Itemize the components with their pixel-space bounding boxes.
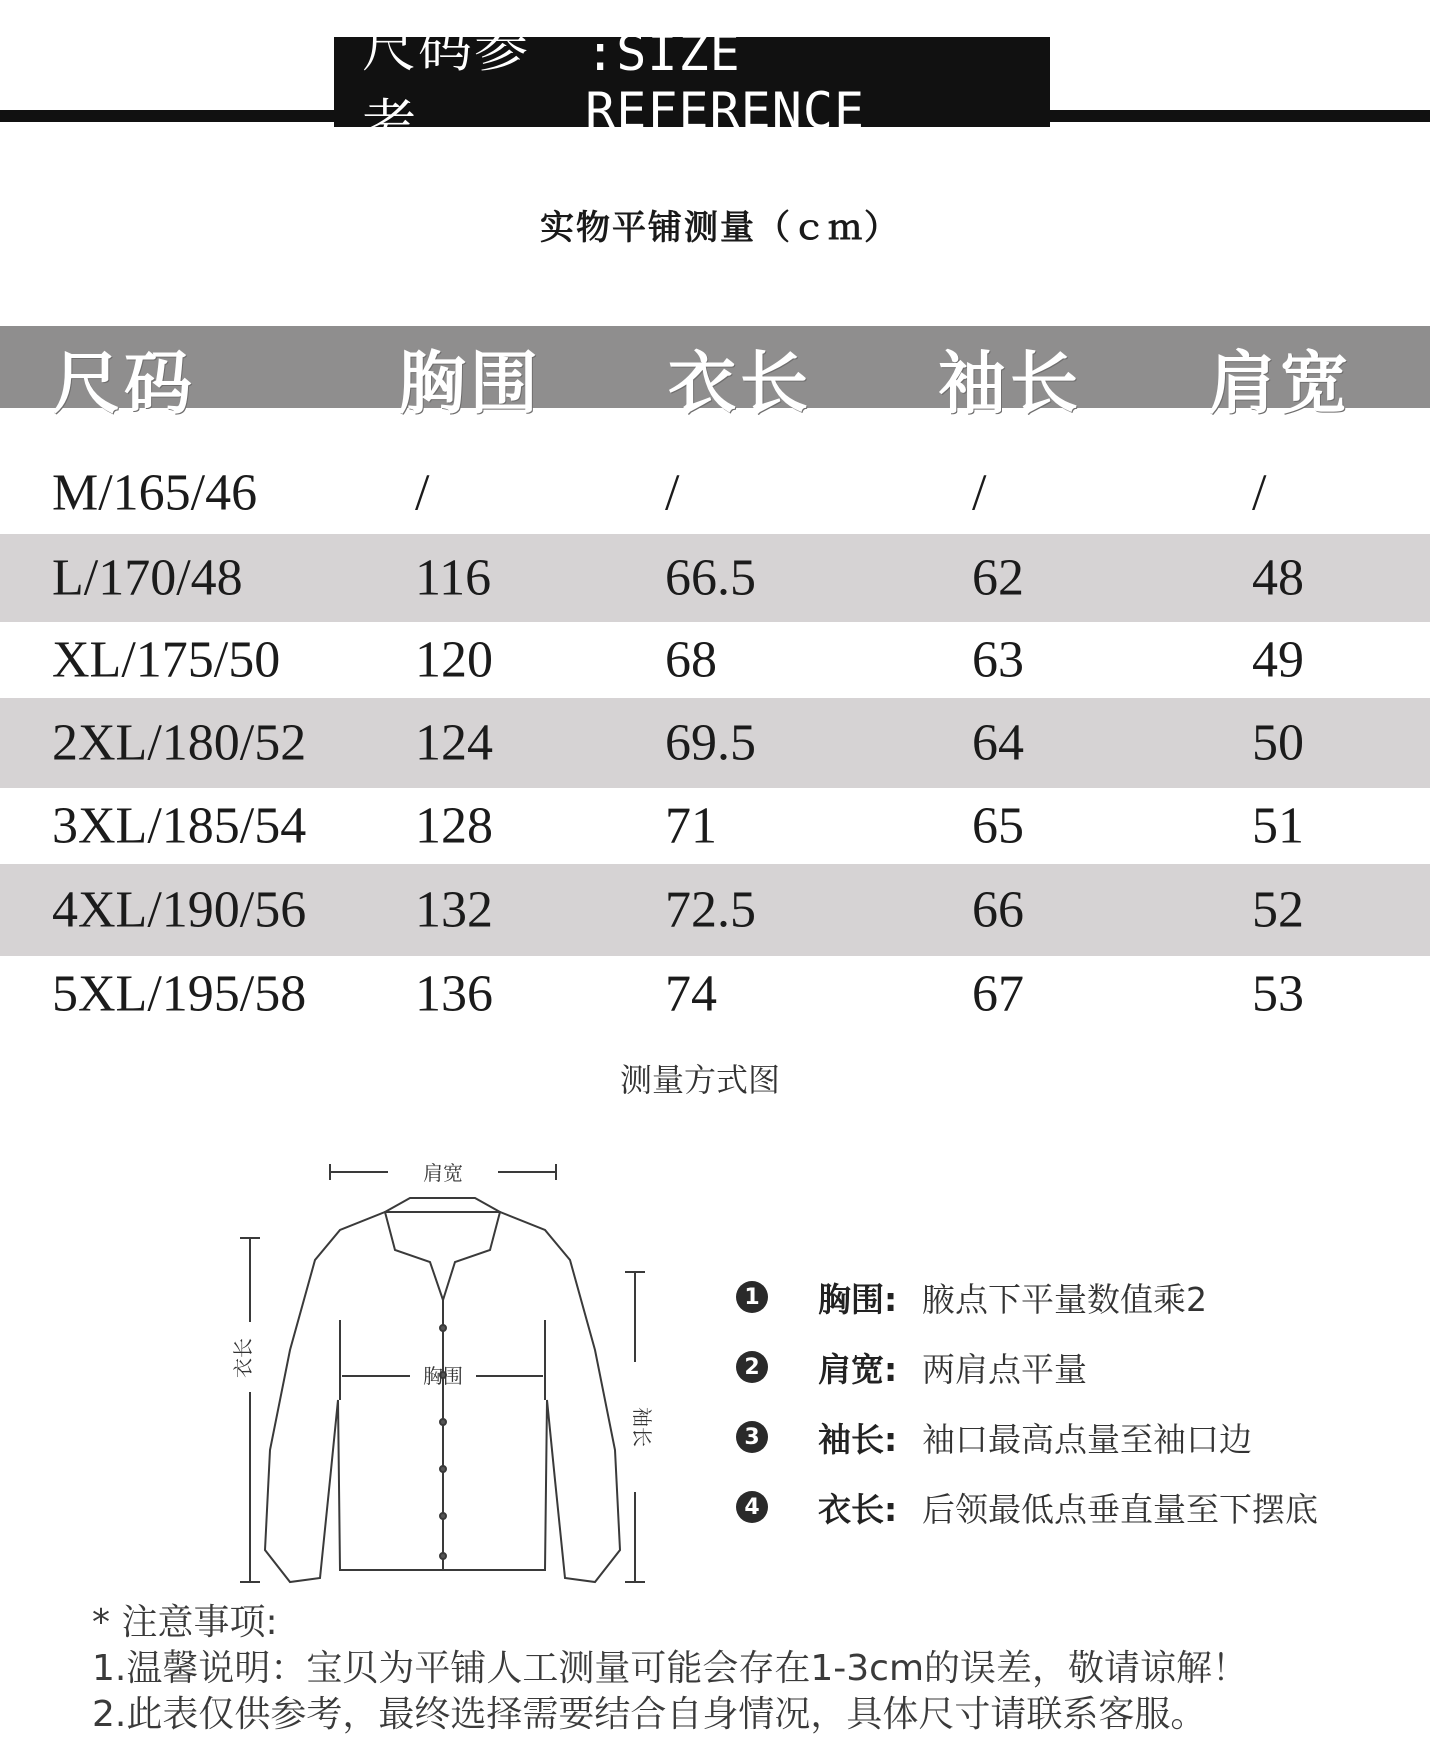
cell-shoulder: 53 xyxy=(1252,965,1304,1023)
header-shoulder: 肩宽 xyxy=(1208,344,1353,424)
legend-key: 肩宽: xyxy=(818,1349,898,1389)
cell-sleeve: / xyxy=(972,464,987,522)
shirt-button xyxy=(440,1419,446,1425)
cell-length: 72.5 xyxy=(665,881,756,939)
cell-shoulder: 49 xyxy=(1252,631,1304,689)
cell-sleeve: 62 xyxy=(972,549,1024,607)
table-row xyxy=(0,452,1430,534)
cell-chest: 132 xyxy=(415,881,493,939)
measurement-legend xyxy=(736,1262,1318,1542)
legend-number: 4 xyxy=(736,1491,768,1523)
cell-size: L/170/48 xyxy=(52,549,243,607)
cell-shoulder: 48 xyxy=(1252,549,1304,607)
cell-sleeve: 67 xyxy=(972,965,1024,1023)
table-row xyxy=(0,622,1430,698)
table-row xyxy=(0,788,1430,864)
legend-key: 袖长: xyxy=(818,1419,898,1459)
legend-number: 1 xyxy=(736,1281,768,1313)
legend-key: 衣长: xyxy=(818,1489,898,1529)
legend-item xyxy=(736,1332,1318,1402)
table-row xyxy=(0,956,1430,1032)
cell-chest: 128 xyxy=(415,797,493,855)
shirt-button xyxy=(440,1513,446,1519)
notes-section xyxy=(92,1600,1248,1738)
cell-chest: 120 xyxy=(415,631,493,689)
legend-desc: 后领最低点垂直量至下摆底 xyxy=(922,1489,1318,1529)
title-cn: 尺码参考 xyxy=(362,16,530,156)
table-header xyxy=(0,326,1430,424)
table-row xyxy=(0,534,1430,622)
legend-number: 3 xyxy=(736,1421,768,1453)
cell-sleeve: 64 xyxy=(972,714,1024,772)
cell-shoulder: / xyxy=(1252,464,1267,522)
legend-desc: 袖口最高点量至袖口边 xyxy=(922,1419,1252,1459)
legend-key: 胸围: xyxy=(818,1279,898,1319)
title-en: :SIZE REFERENCE xyxy=(585,24,866,140)
cell-size: 5XL/195/58 xyxy=(52,965,307,1023)
shirt-diagram xyxy=(220,1150,680,1600)
legend-number: 2 xyxy=(736,1351,768,1383)
cell-sleeve: 65 xyxy=(972,797,1024,855)
measurement-subtitle: 实物平铺测量（ｃｍ） xyxy=(540,208,900,248)
cell-chest: 116 xyxy=(415,549,492,607)
cell-chest: / xyxy=(415,464,430,522)
header-sleeve: 袖长 xyxy=(938,344,1083,424)
cell-chest: 124 xyxy=(415,714,493,772)
legend-item xyxy=(736,1472,1318,1542)
cell-length: 68 xyxy=(665,631,717,689)
diagram-label-chest: 胸围 xyxy=(423,1364,463,1388)
cell-sleeve: 66 xyxy=(972,881,1024,939)
table-row xyxy=(0,864,1430,956)
cell-size: 4XL/190/56 xyxy=(52,881,307,939)
shirt-button xyxy=(440,1466,446,1472)
cell-length: 71 xyxy=(665,797,717,855)
diagram-label-sleeve: 袖长 xyxy=(630,1407,654,1447)
cell-size: 2XL/180/52 xyxy=(52,714,307,772)
notes-line-2: 2.此表仅供参考，最终选择需要结合自身情况，具体尺寸请联系客服。 xyxy=(92,1694,1207,1735)
measure-title: 测量方式图 xyxy=(619,1061,780,1099)
diagram-label-shoulder: 肩宽 xyxy=(423,1161,463,1185)
shirt-button xyxy=(440,1325,446,1331)
shirt-button xyxy=(440,1553,446,1559)
header-length: 衣长 xyxy=(668,344,813,424)
cell-shoulder: 52 xyxy=(1252,881,1304,939)
cell-size: 3XL/185/54 xyxy=(52,797,307,855)
diagram-label-length: 衣长 xyxy=(231,1338,255,1378)
cell-size: XL/175/50 xyxy=(52,631,281,689)
cell-shoulder: 51 xyxy=(1252,797,1304,855)
legend-desc: 两肩点平量 xyxy=(922,1349,1087,1389)
cell-length: 66.5 xyxy=(665,549,756,607)
notes-line-1: 1.温馨说明：宝贝为平铺人工测量可能会存在1-3cm的误差，敬请谅解！ xyxy=(92,1648,1249,1689)
cell-size: M/165/46 xyxy=(52,464,258,522)
header-size: 尺码 xyxy=(52,344,197,424)
shirt-collar xyxy=(385,1198,500,1300)
cell-chest: 136 xyxy=(415,965,493,1023)
cell-sleeve: 63 xyxy=(972,631,1024,689)
cell-length: 74 xyxy=(665,965,717,1023)
cell-length: / xyxy=(665,464,680,522)
legend-item xyxy=(736,1262,1318,1332)
legend-desc: 腋点下平量数值乘2 xyxy=(922,1279,1207,1319)
header-chest: 胸围 xyxy=(398,344,543,424)
notes-title: * 注意事项: xyxy=(92,1602,278,1643)
legend-item xyxy=(736,1402,1318,1472)
page-title xyxy=(334,16,1050,156)
cell-length: 69.5 xyxy=(665,714,756,772)
table-row xyxy=(0,698,1430,788)
cell-shoulder: 50 xyxy=(1252,714,1304,772)
